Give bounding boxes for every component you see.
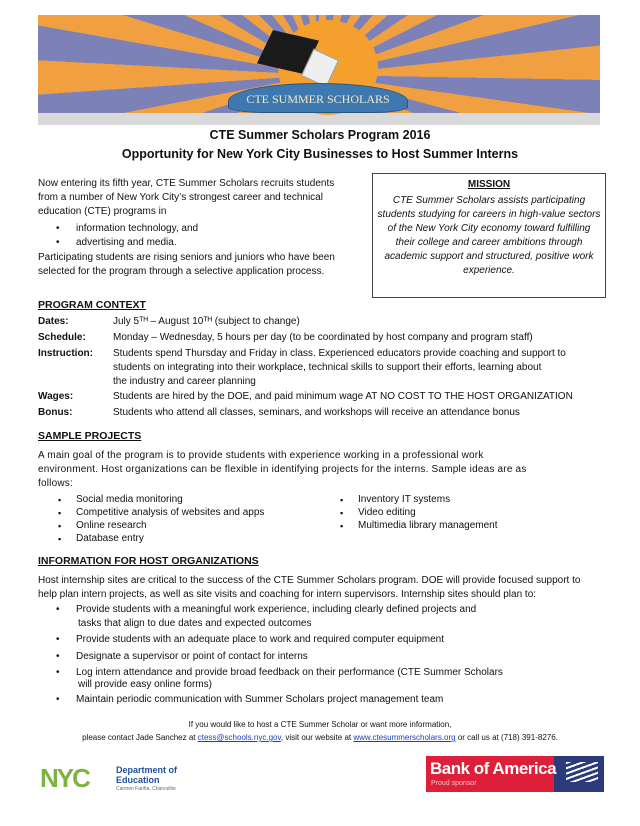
project-item: ▪ Inventory IT systems	[358, 493, 450, 507]
context-value: the industry and career planning	[113, 376, 256, 387]
intro-text: from a number of New York City’s strongest career and technical	[38, 192, 323, 203]
host-bullet: tasks that align to due dates and expected outcomes	[78, 618, 312, 629]
projects-text: A main goal of the program is to provide students with experience working in a professional work	[38, 450, 484, 461]
context-label: Wages:	[38, 391, 74, 402]
project-item: ▪ Video editing	[358, 506, 416, 520]
intro-text: Participating students are rising seniors and juniors who have been	[38, 252, 335, 263]
banner-logo-ribbon: CTE SUMMER SCHOLARS	[228, 83, 408, 113]
intro-text: education (CTE) programs in	[38, 206, 167, 217]
sample-projects-heading: SAMPLE PROJECTS	[38, 430, 142, 442]
project-item: ▪ Competitive analysis of websites and apps	[76, 506, 264, 520]
doe-text: Department of Education	[116, 765, 178, 785]
mission-title: MISSION	[467, 179, 511, 190]
footer-text: , visit our website at	[280, 733, 354, 742]
context-label: Schedule:	[38, 332, 86, 343]
host-bullet: will provide easy online forms)	[78, 679, 212, 690]
footer-line2	[0, 731, 640, 744]
boa-text: Bank of America	[430, 759, 557, 778]
email-link[interactable]: ctess@schools.nyc.gov	[197, 733, 281, 742]
mission-text: CTE Summer Scholars assists participating students studying for careers in high-value sectors of the New York City economy toward fulfilling their college and career ambitions through academic support and structured, positive work experience.	[377, 195, 601, 276]
website-link[interactable]: www.ctesummerscholars.org	[353, 733, 456, 742]
host-bullet: • Provide students with an adequate place to work and required computer equipment	[76, 633, 444, 647]
intro-bullet: • information technology, and	[76, 222, 198, 236]
hosts-text: Host internship sites are critical to the success of the CTE Summer Scholars program. DOE will provide focused support to	[38, 575, 581, 586]
project-item: ▪ Database entry	[76, 532, 144, 546]
chancellor-text: Carmen Fariña, Chancellor	[116, 786, 177, 792]
intro-bullet: • advertising and media.	[76, 236, 177, 250]
footer-line1: If you would like to host a CTE Summer Scholar or want more information,	[188, 720, 452, 729]
footer-text: or call us at (718) 391-8276.	[455, 733, 558, 742]
program-context-heading: PROGRAM CONTEXT	[38, 299, 146, 311]
context-value: Students who attend all classes, seminars, and workshops will receive an attendance bonus	[113, 407, 520, 418]
boa-flag-icon	[566, 762, 598, 782]
context-label: Dates:	[38, 316, 69, 327]
boa-sub-text: Proud sponsor	[431, 780, 477, 787]
context-label: Instruction:	[38, 348, 93, 359]
projects-text: follows:	[38, 478, 73, 489]
intro-text: selected for the program through a selective application process.	[38, 266, 325, 277]
host-info-heading: INFORMATION FOR HOST ORGANIZATIONS	[38, 555, 259, 567]
projects-text: environment. Host organizations can be flexible in identifying projects for the interns. Sample ideas are as	[38, 464, 527, 475]
title-line2: Opportunity for New York City Businesses to Host Summer Interns	[121, 147, 519, 161]
context-value: students on integrating into their workplace, technical skills to support their efforts, learning about	[113, 362, 542, 373]
nyc-logo-text: NYC	[40, 763, 89, 793]
context-label: Bonus:	[38, 407, 73, 418]
host-bullet: • Maintain periodic communication with Summer Scholars project management team	[76, 693, 443, 707]
mission-box	[372, 173, 606, 298]
bank-of-america-logo	[426, 756, 604, 792]
host-bullet: • Designate a supervisor or point of contact for interns	[76, 650, 308, 664]
header-banner	[38, 15, 600, 125]
context-value: Students are hired by the DOE, and paid minimum wage AT NO COST TO THE HOST ORGANIZATION	[113, 391, 573, 402]
project-item: ▪ Multimedia library management	[358, 519, 498, 533]
host-bullet: • Provide students with a meaningful work experience, including clearly defined projects and	[76, 603, 476, 617]
intro-text: Now entering its fifth year, CTE Summer Scholars recruits students	[38, 178, 335, 189]
project-item: ▪ Social media monitoring	[76, 493, 183, 507]
context-value: Students spend Thursday and Friday in class. Experienced educators provide coaching and support to	[113, 348, 566, 359]
host-bullet: • Log intern attendance and provide broad feedback on their performance (CTE Summer Scholars	[76, 666, 503, 680]
hosts-text: help plan intern projects, as well as site visits and coaching for intern supervisors. Internship sites should plan to:	[38, 589, 537, 600]
context-value: July 5ᵀᴴ – August 10ᵀᴴ (subject to change)	[113, 316, 300, 327]
project-item: ▪ Online research	[76, 519, 147, 533]
title-line1: CTE Summer Scholars Program 2016	[209, 128, 431, 142]
context-value: Monday – Wednesday, 5 hours per day (to be coordinated by host company and program staff)	[113, 332, 533, 343]
nyc-doe-logo	[40, 763, 200, 793]
footer-text: please contact Jade Sanchez at	[82, 733, 198, 742]
